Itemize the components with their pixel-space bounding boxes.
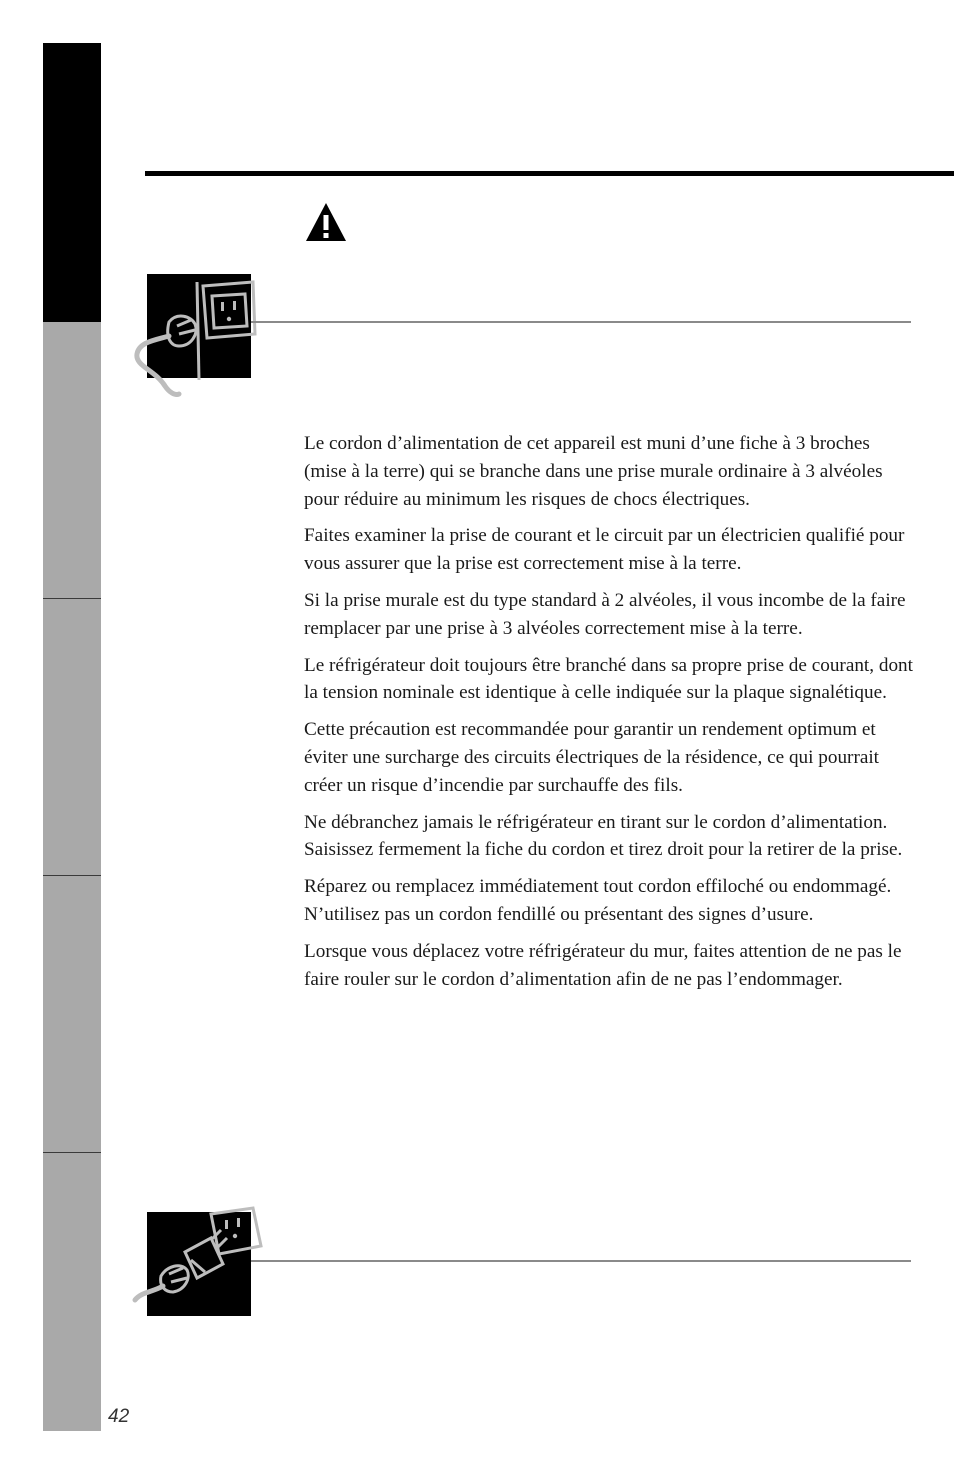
paragraph-two-prong-outlet: Si la prise murale est du type standard à 2 alvéoles, il vous incombe de la faire remplacer par une prise à 3 alvéoles correctement mise à la terre. [304, 589, 906, 639]
page-number: 42 [108, 1406, 130, 1427]
tab-section-5 [43, 1153, 101, 1431]
tab-section-3 [43, 599, 101, 876]
tab-section-2 [43, 322, 101, 599]
tab-section-4 [43, 876, 101, 1153]
paragraph-ground-plug: Le cordon d’alimentation de cet appareil est muni d’une fiche à 3 broches (mise à la terre) qui se branche dans une prise murale ordinaire à 3 alvéoles pour réduire au minimum les risques de chocs électriques. [304, 433, 883, 510]
plug-and-outlet-icon [147, 274, 251, 378]
paragraph-electrician-check: Faites examiner la prise de courant et le circuit par un électricien qualifié pour vous assurer que la prise est correctement mise à la terre. [304, 525, 905, 575]
body-text [304, 430, 916, 1002]
section-divider-rule [251, 1260, 911, 1262]
tab-safety-active [43, 43, 101, 322]
paragraph-moving-refrigerator: Lorsque vous déplacez votre réfrigérateur du mur, faites attention de ne pas le faire rouler sur le cordon d’alimentation afin de ne pas l’endommager. [304, 940, 902, 990]
paragraph-overload-warning: Cette précaution est recommandée pour garantir un rendement optimum et éviter une surcharge des circuits électriques de la résidence, ce qui pourrait créer un risque d’incendie par surchauffe des fils. [304, 719, 880, 796]
paragraph-dedicated-outlet: Le réfrigérateur doit toujours être branché dans sa propre prise de courant, dont la tension nominale est identique à celle indiquée sur la plaque signalétique. [304, 654, 913, 704]
paragraph-unplugging: Ne débranchez jamais le réfrigérateur en tirant sur le cordon d’alimentation. Saisissez fermement la fiche du cordon et tirez droit pour la retirer de la prise. [304, 811, 903, 861]
paragraph-damaged-cord: Réparez ou remplacez immédiatement tout cordon effiloché ou endommagé. N’utilisez pas un cordon fendillé ou présentant des signes d’usure. [304, 876, 892, 925]
section-tabs [43, 43, 101, 1431]
section-divider-rule [251, 321, 911, 323]
warning-triangle-icon [304, 201, 348, 243]
plug-adapter-outlet-icon [147, 1212, 251, 1316]
header-rule [145, 171, 954, 176]
